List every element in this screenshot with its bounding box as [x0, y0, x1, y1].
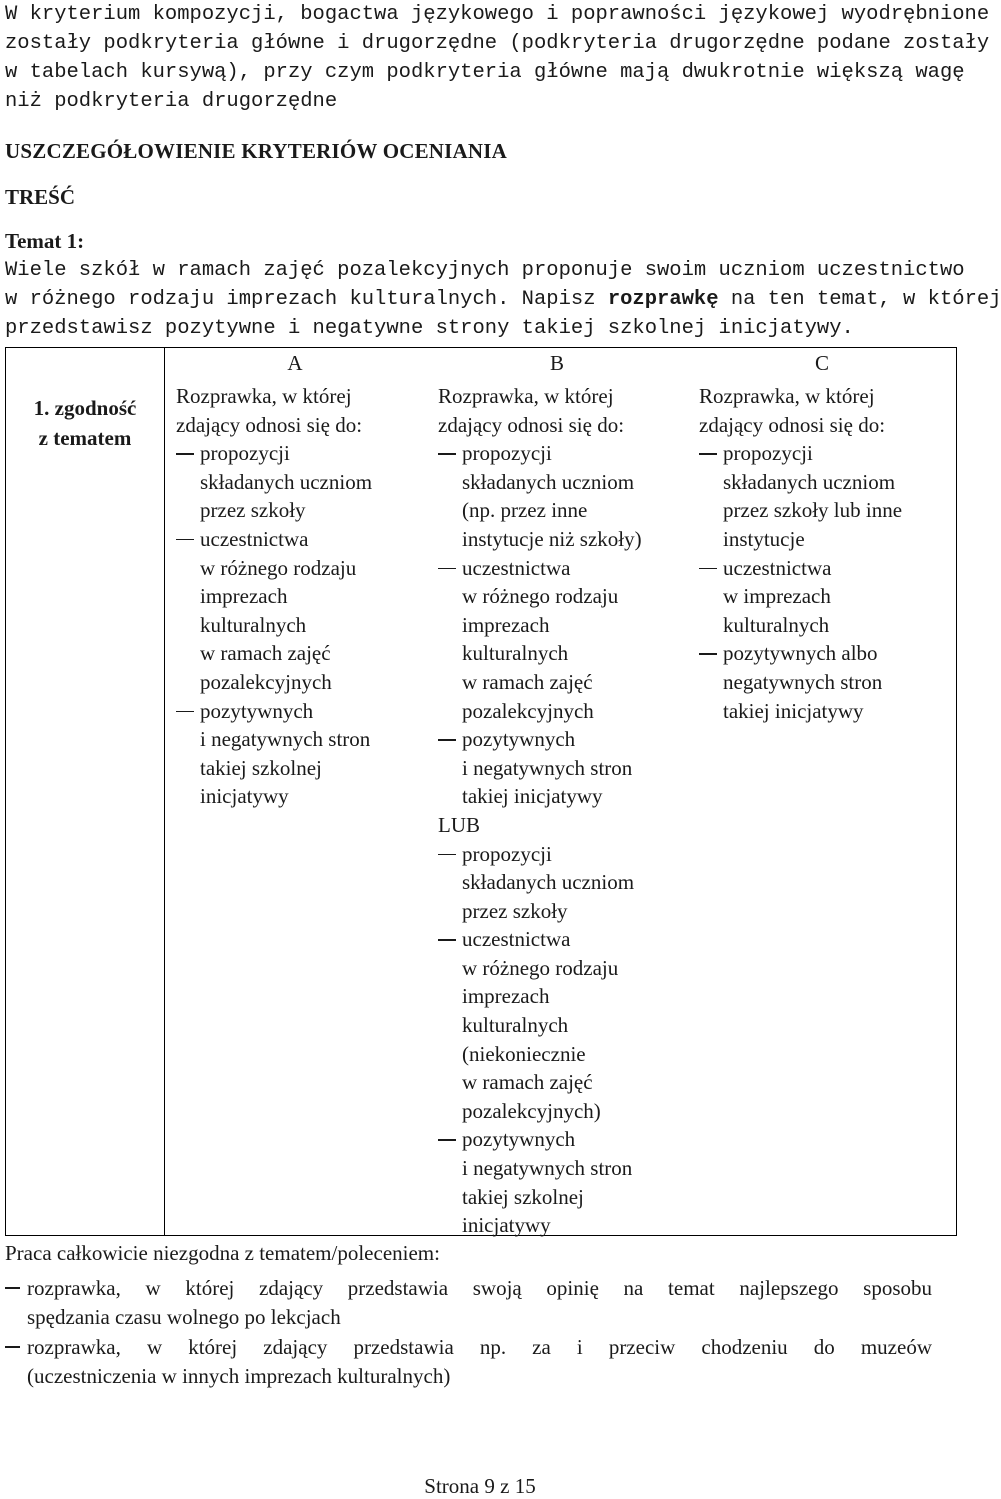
list-item-line: przez szkoły lub inne	[723, 498, 903, 523]
dash-bullet	[699, 639, 723, 668]
column-intro: zdający odnosi się do:	[438, 412, 625, 437]
list-item-line: inicjatywy	[200, 784, 289, 809]
table-divider	[164, 348, 165, 1235]
dash-bullet	[438, 840, 462, 869]
list-item	[438, 925, 683, 1125]
list-item-line: pozalekcyjnych)	[462, 1098, 601, 1123]
list-item-line: takiej szkolnej	[200, 755, 322, 780]
list-item-line: propozycji	[462, 441, 552, 466]
section-heading: USZCZEGÓŁOWIENIE KRYTERIÓW OCENIANIA	[5, 139, 508, 163]
list-item-line: propozycji	[200, 441, 290, 466]
dash-bullet	[5, 1287, 20, 1289]
topic-text-part: w różnego rodzaju imprezach kulturalnych. Napisz	[5, 288, 608, 311]
list-item-line: propozycji	[462, 841, 552, 866]
list-item-line: (np. przez inne	[462, 498, 588, 523]
criterion-label	[6, 393, 164, 453]
intro-line: w tabelach kursywą), przy czym podkryteria główne mają dwukrotnie większą wagę	[5, 61, 965, 84]
topic-line: przedstawisz pozytywne i negatywne strony takiej szkolnej inicjatywy.	[5, 317, 854, 340]
intro-paragraph	[5, 0, 990, 116]
column-c	[699, 382, 951, 725]
list-item	[699, 439, 951, 553]
list-item-line: uczestnictwa	[462, 555, 571, 580]
list-item-line: (niekoniecznie	[462, 1041, 586, 1066]
dash-bullet	[438, 925, 462, 954]
column-intro: Rozprawka, w której	[438, 384, 614, 408]
column-intro: zdający odnosi się do:	[699, 412, 886, 437]
list-item	[438, 1125, 683, 1239]
list-item-line: instytucje niż szkoły)	[462, 526, 642, 551]
topic-line	[5, 285, 1001, 314]
list-item-line: pozytywnych albo	[723, 641, 878, 666]
criteria-table	[5, 347, 957, 1236]
list-item	[176, 439, 421, 525]
list-item-line: takiej inicjatywy	[462, 784, 603, 809]
dash-bullet	[438, 439, 462, 468]
list-item-line: pozalekcyjnych	[200, 669, 332, 694]
dash-bullet	[176, 525, 200, 554]
list-item-line: w ramach zajęć	[462, 669, 593, 694]
list-item-line: przez szkoły	[200, 498, 306, 523]
alternative-separator: LUB	[438, 812, 480, 837]
list-item-line: w ramach zajęć	[462, 1070, 593, 1095]
list-item-line: kulturalnych	[462, 1013, 569, 1038]
list-item-line: imprezach	[462, 984, 550, 1009]
nonconform-line: rozprawka, w której zdający przedstawia np. za i przeciw chodzeniu do muzeów	[27, 1335, 932, 1359]
nonconform-line: spędzania czasu wolnego po lekcjach	[27, 1304, 341, 1329]
topic-keyword: rozprawkę	[607, 288, 719, 311]
column-intro: Rozprawka, w której	[699, 384, 875, 408]
list-item-line: i negatywnych stron	[462, 1156, 633, 1181]
list-item	[699, 554, 951, 640]
list-item-line: składanych uczniom	[200, 469, 373, 494]
list-item-line: imprezach	[200, 584, 288, 609]
list-item-line: uczestnictwa	[723, 555, 832, 580]
list-item-line: kulturalnych	[200, 612, 307, 637]
list-item-line: inicjatywy	[462, 1213, 551, 1238]
list-item	[438, 725, 683, 811]
list-item-line: w różnego rodzaju	[200, 555, 357, 580]
list-item	[438, 840, 683, 926]
nonconform-line: (uczestniczenia w innych imprezach kulturalnych)	[27, 1363, 451, 1388]
column-b	[438, 382, 683, 1240]
list-item-line: w różnego rodzaju	[462, 955, 619, 980]
intro-line: W kryterium kompozycji, bogactwa językowego i poprawności językowej wyodrębnione	[5, 3, 990, 26]
list-item-line: składanych uczniom	[462, 469, 635, 494]
list-item	[699, 639, 951, 725]
dash-bullet	[176, 439, 200, 468]
criterion-label-line: 1. zgodność	[33, 396, 137, 420]
dash-bullet	[176, 697, 200, 726]
list-item-line: takiej szkolnej	[462, 1184, 584, 1209]
nonconform-line: rozprawka, w której zdający przedstawia swoją opinię na temat najlepszego sposobu	[27, 1276, 932, 1300]
subsection-heading: TREŚĆ	[5, 185, 76, 209]
column-header-b: B	[549, 351, 564, 375]
list-item	[438, 554, 683, 726]
list-item-line: w różnego rodzaju	[462, 584, 619, 609]
list-item-line: składanych uczniom	[723, 469, 896, 494]
list-item-line: instytucje	[723, 526, 805, 551]
list-item-line: składanych uczniom	[462, 870, 635, 895]
column-header-a: A	[287, 351, 303, 375]
dash-bullet	[699, 554, 723, 583]
dash-bullet	[5, 1346, 20, 1348]
column-intro: zdający odnosi się do:	[176, 412, 363, 437]
column-header-c: C	[814, 351, 829, 375]
list-item-line: i negatywnych stron	[200, 727, 371, 752]
nonconform-title: Praca całkowicie niezgodna z tematem/poleceniem:	[5, 1241, 440, 1265]
list-item-line: uczestnictwa	[462, 927, 571, 952]
list-item-line: negatywnych stron	[723, 669, 883, 694]
list-item-line: w imprezach	[723, 584, 831, 609]
list-item	[176, 525, 421, 697]
dash-bullet	[699, 439, 723, 468]
list-item-line: w ramach zajęć	[200, 641, 331, 666]
topic-text-part: na ten temat, w której	[718, 288, 1001, 311]
list-item-line: imprezach	[462, 612, 550, 637]
dash-bullet	[438, 1125, 462, 1154]
column-intro: Rozprawka, w której	[176, 384, 352, 408]
column-a	[176, 382, 421, 811]
intro-line: niż podkryteria drugorzędne	[5, 90, 338, 113]
list-item-line: przez szkoły	[462, 898, 568, 923]
intro-line: zostały podkryteria główne i drugorzędne (podkryteria drugorzędne podane zostały	[5, 32, 990, 55]
list-item-line: propozycji	[723, 441, 813, 466]
page-footer: Strona 9 z 15	[424, 1474, 536, 1498]
list-item-line: takiej inicjatywy	[723, 698, 864, 723]
list-item	[438, 439, 683, 553]
list-item-line: i negatywnych stron	[462, 755, 633, 780]
nonconform-item	[5, 1333, 932, 1390]
list-item-line: pozytywnych	[462, 1127, 576, 1152]
dash-bullet	[438, 554, 462, 583]
nonconform-item	[5, 1274, 932, 1331]
list-item-line: pozytywnych	[200, 698, 314, 723]
topic-label: Temat 1:	[5, 229, 85, 253]
list-item-line: uczestnictwa	[200, 526, 309, 551]
list-item-line: kulturalnych	[723, 612, 830, 637]
topic-text	[5, 256, 1001, 343]
list-item-line: pozytywnych	[462, 727, 576, 752]
dash-bullet	[438, 725, 462, 754]
topic-line: Wiele szkół w ramach zajęć pozalekcyjnych proponuje swoim uczniom uczestnictwo	[5, 259, 965, 282]
criterion-label-line: z tematem	[38, 426, 132, 450]
list-item-line: kulturalnych	[462, 641, 569, 666]
list-item-line: pozalekcyjnych	[462, 698, 594, 723]
list-item	[176, 697, 421, 811]
